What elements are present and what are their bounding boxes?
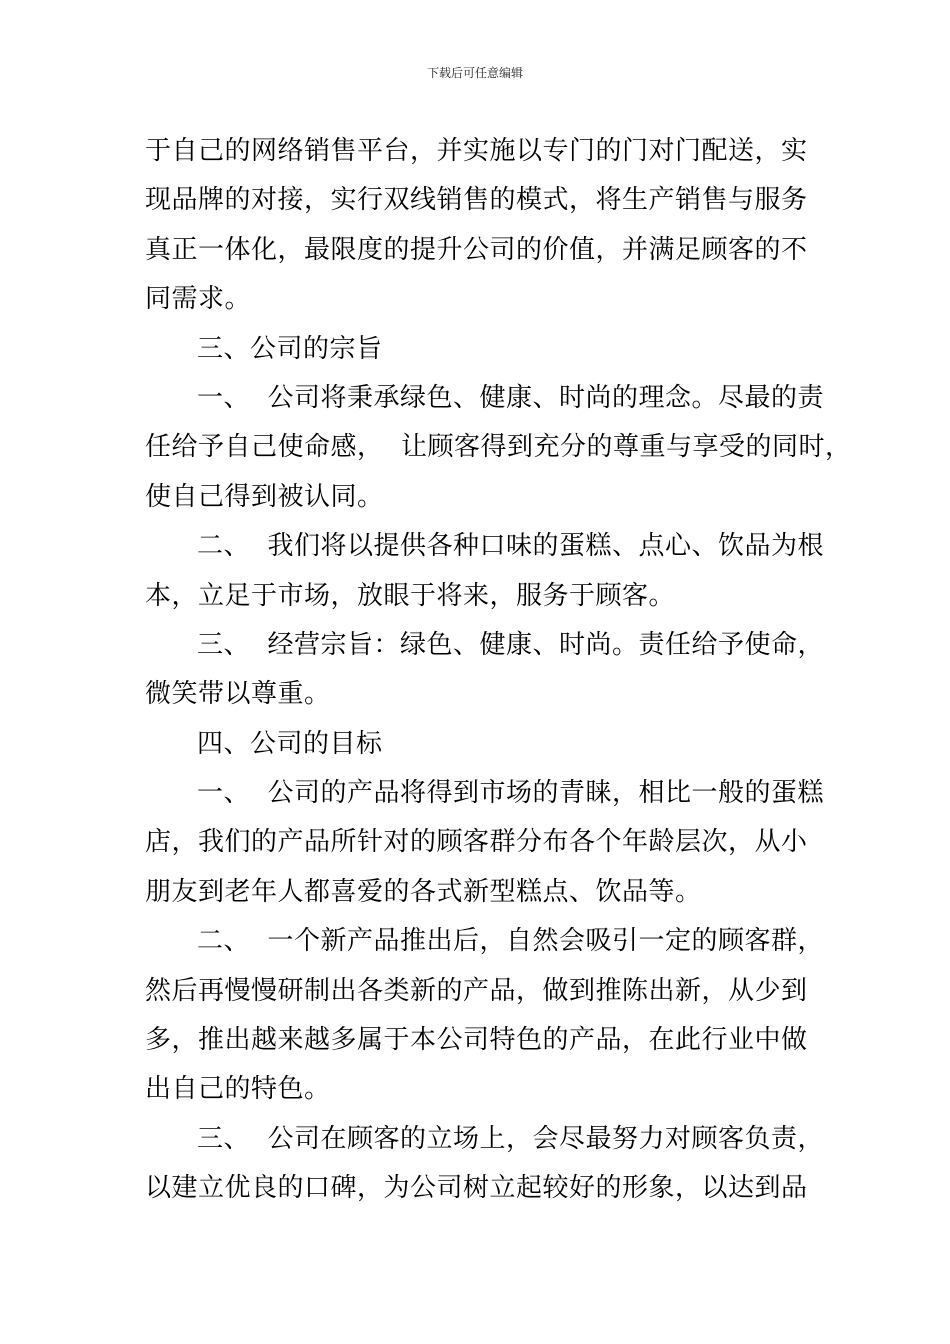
text-line: 使自己得到被认同。: [145, 481, 384, 512]
text-line: 现品牌的对接，实行双线销售的模式，将生产销售与服务: [145, 185, 808, 216]
text-line: 二、 一个新产品推出后，自然会吸引一定的顾客群，: [197, 926, 825, 957]
text-line: 同需求。: [145, 284, 252, 315]
text-line: 以建立优良的口碑，为公司树立起较好的形象，以达到品: [145, 1173, 808, 1204]
text-line: 微笑带以尊重。: [145, 679, 331, 710]
text-line: 三、 经营宗旨：绿色、健康、时尚。责任给予使命，: [197, 629, 825, 660]
text-line: 然后再慢慢研制出各类新的产品，做到推陈出新，从少到: [145, 975, 808, 1006]
text-line: 三、 公司在顾客的立场上，会尽最努力对顾客负责，: [197, 1123, 825, 1154]
text-line: 二、 我们将以提供各种口味的蛋糕、点心、饮品为根: [197, 531, 825, 562]
text-line: 真正一体化，最限度的提升公司的价值，并满足顾客的不: [145, 234, 808, 265]
text-line: 任给予自己使命感， 让顾客得到充分的尊重与享受的同时，: [145, 432, 852, 463]
text-line: 本，立足于市场，放眼于将来，服务于顾客。: [145, 580, 676, 611]
document-body: [145, 127, 852, 1214]
text-line: 一、 公司的产品将得到市场的青睐，相比一般的蛋糕: [197, 778, 825, 809]
text-line: 店，我们的产品所针对的顾客群分布各个年龄层次，从小: [145, 827, 808, 858]
text-line: 朋友到老年人都喜爱的各式新型糕点、饮品等。: [145, 876, 702, 907]
text-line: 一、 公司将秉承绿色、健康、时尚的理念。尽最的责: [197, 382, 825, 413]
text-line: 出自己的特色。: [145, 1074, 331, 1105]
section-heading: 四、公司的目标: [197, 728, 383, 759]
page-header: 下载后可任意编辑: [426, 66, 523, 80]
text-line: 多，推出越来越多属于本公司特色的产品，在此行业中做: [145, 1025, 808, 1056]
text-line: 于自己的网络销售平台，并实施以专门的门对门配送，实: [145, 136, 808, 166]
section-heading: 三、公司的宗旨: [197, 333, 383, 364]
